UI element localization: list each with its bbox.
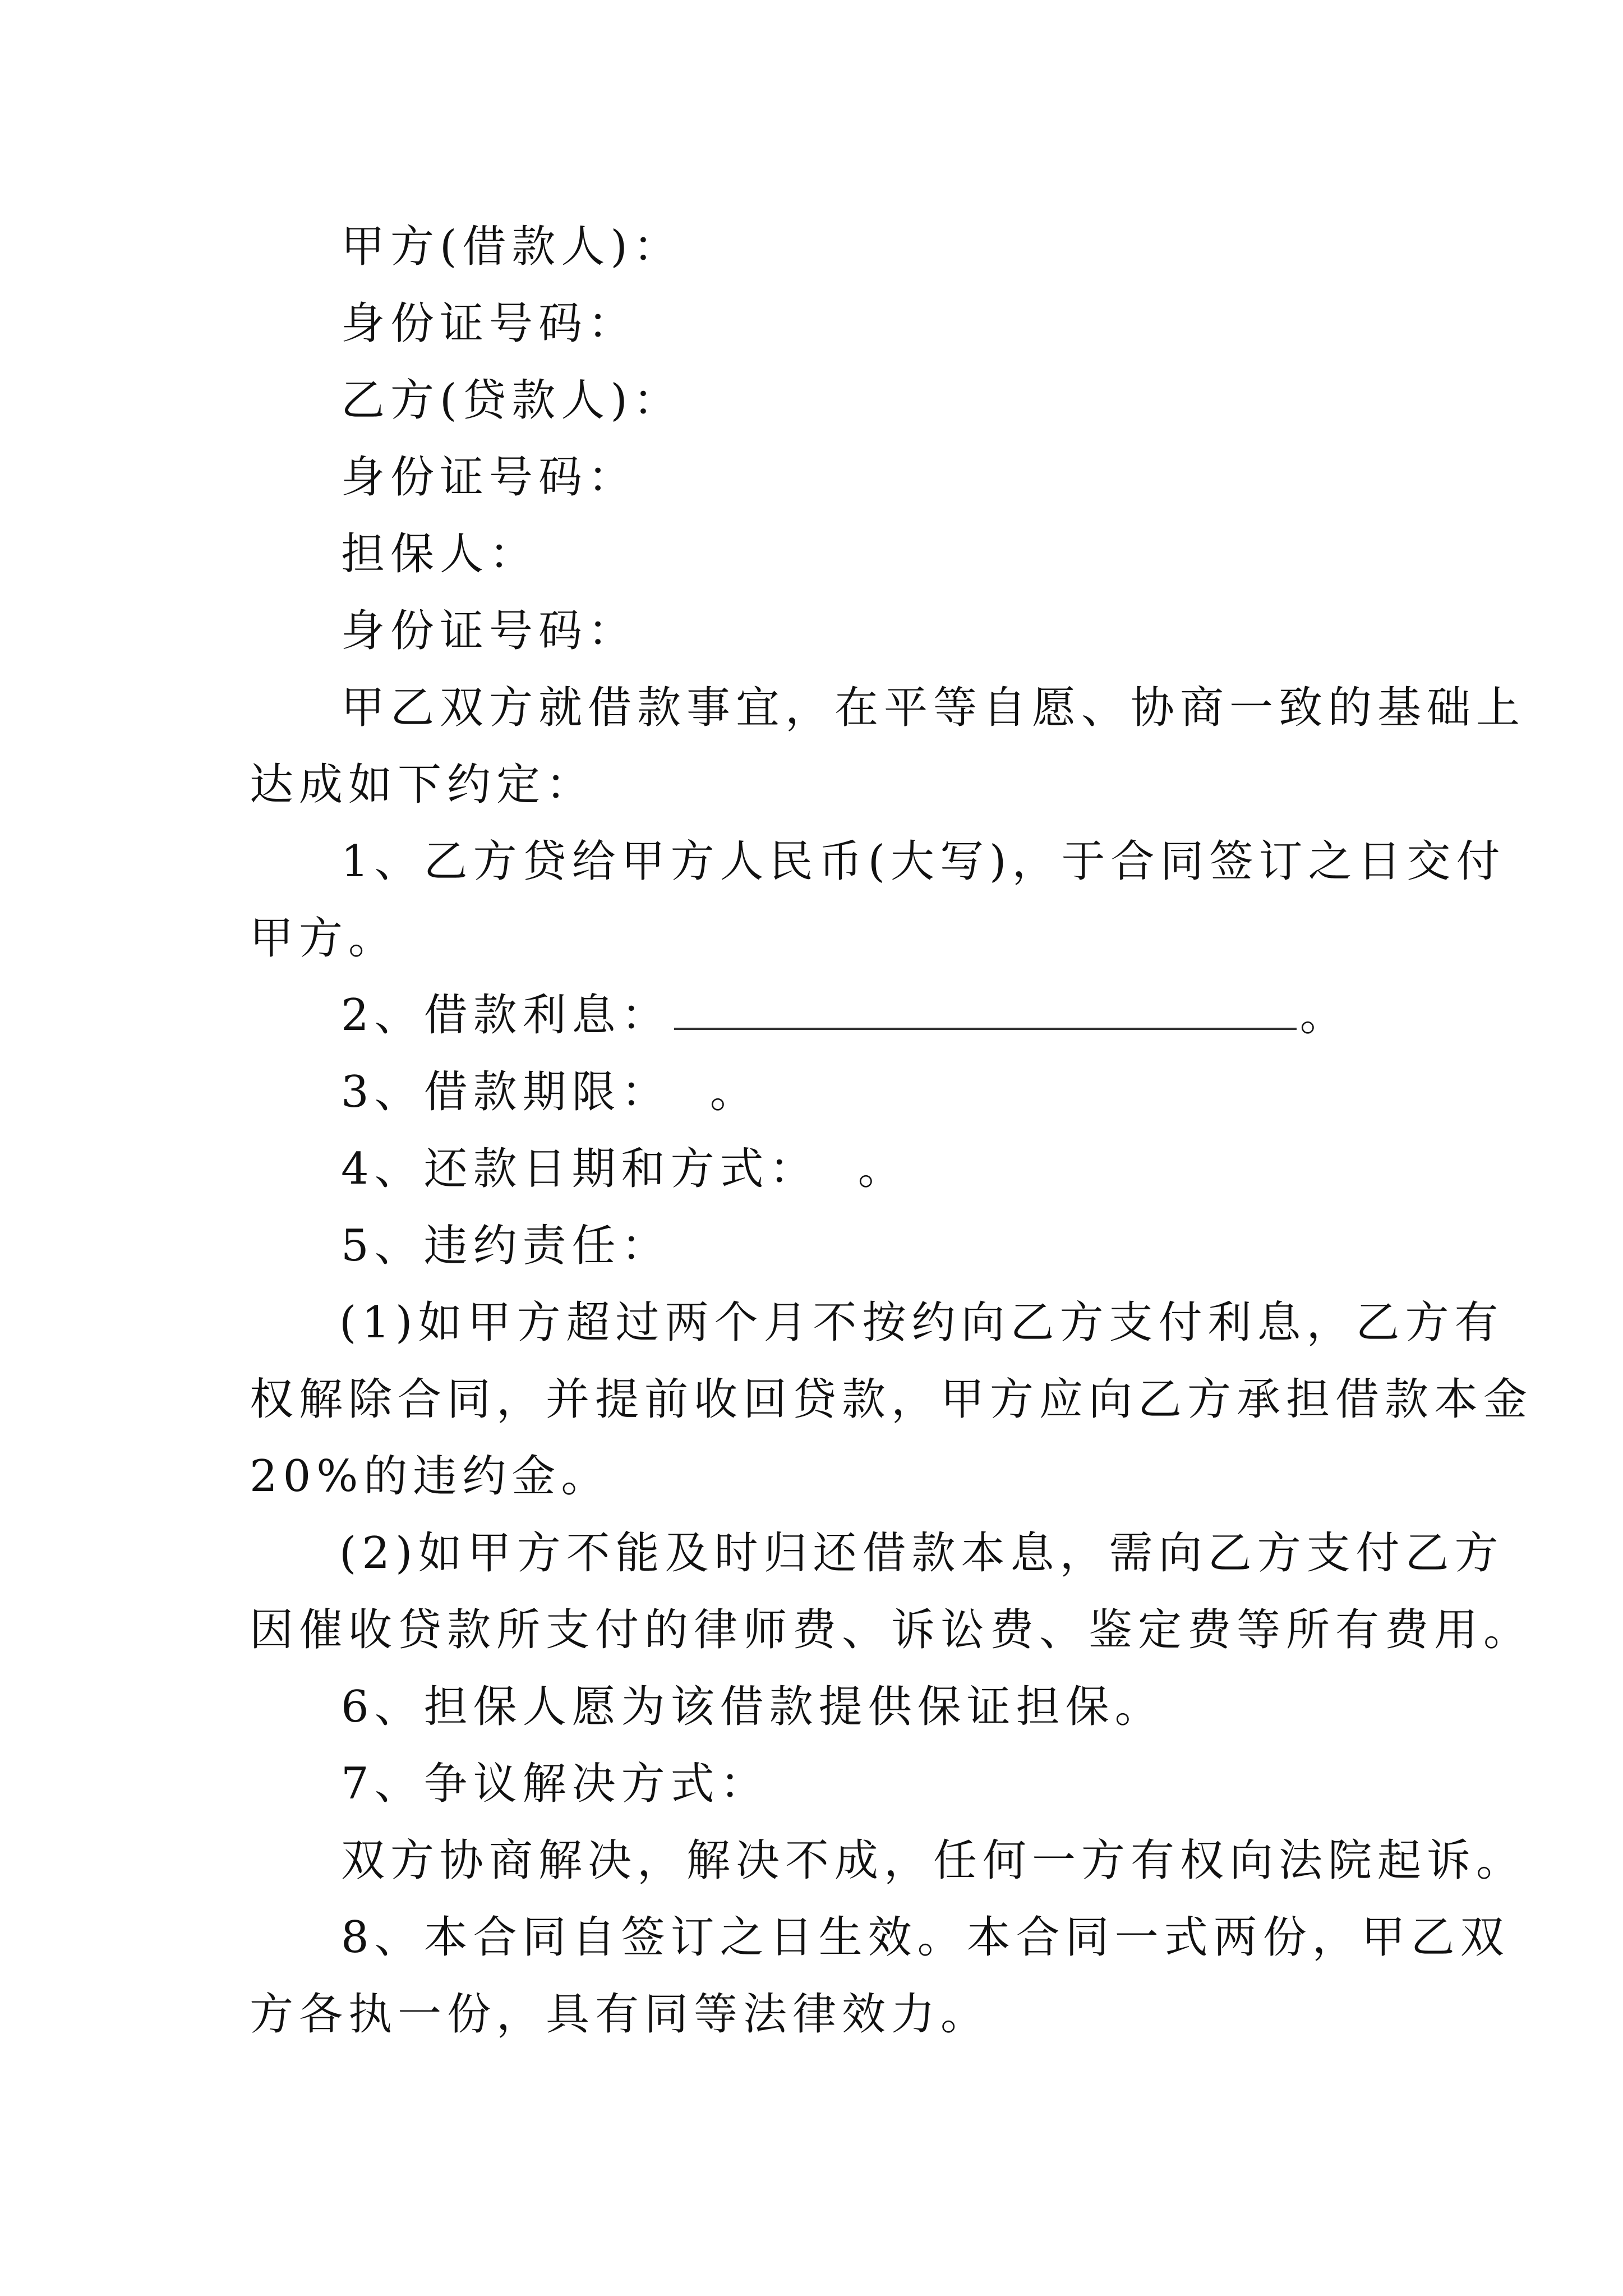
clause-3-end: 。 [709,1067,759,1117]
clause-1-line-1: 1、乙方贷给甲方人民币(大写)，于合同签订之日交付 [341,836,1506,887]
preamble-line-2: 达成如下约定： [250,760,596,810]
party-b-id-field: 身份证号码： [341,452,638,503]
party-b-field: 乙方(贷款人)： [341,375,683,426]
preamble-line-1: 甲乙双方就借款事宜，在平等自愿、协商一致的基础上 [341,683,1526,733]
party-a-field: 甲方(借款人)： [341,222,683,272]
interest-blank-line [674,1024,1297,1030]
guarantor-field: 担保人： [341,529,539,579]
clause-1-line-2: 甲方。 [250,913,398,964]
clause-4-label: 4、还款日期和方式： [341,1144,819,1194]
clause-2 [250,977,1405,1054]
clause-7-text: 双方协商解决，解决不成，任何一方有权向法院起诉。 [341,1835,1526,1886]
clause-2-end: 。 [1299,990,1349,1041]
clause-8-line-2: 方各执一份，具有同等法律效力。 [250,1989,990,2040]
clause-4 [250,1131,1405,1208]
clause-8-line-1: 8、本合同自签订之日生效。本合同一式两份，甲乙双 [341,1912,1510,1963]
clause-5-title: 5、违约责任： [341,1221,671,1271]
clause-5-item-1-line-2: 权解除合同，并提前收回贷款，甲方应向乙方承担借款本金 [250,1374,1533,1425]
clause-5-item-2-line-2: 因催收贷款所支付的律师费、诉讼费、鉴定费等所有费用。 [250,1605,1533,1655]
contract-document [250,209,1533,2053]
clause-3 [250,1054,1405,1131]
clause-5-item-1-line-3: 20%的违约金。 [250,1451,611,1502]
clause-4-end: 。 [857,1144,907,1194]
clause-2-label: 2、借款利息： [341,990,671,1041]
clause-5-item-2-line-1: (2)如甲方不能及时归还借款本息，需向乙方支付乙方 [339,1528,1504,1579]
clause-3-label: 3、借款期限： [341,1067,671,1117]
party-a-id-field: 身份证号码： [341,298,638,349]
guarantor-id-field: 身份证号码： [341,606,638,656]
clause-7-title: 7、争议解决方式： [341,1759,769,1809]
clause-5-item-1-line-1: (1)如甲方超过两个月不按约向乙方支付利息，乙方有 [339,1297,1504,1348]
clause-6: 6、担保人愿为该借款提供保证担保。 [341,1682,1164,1732]
